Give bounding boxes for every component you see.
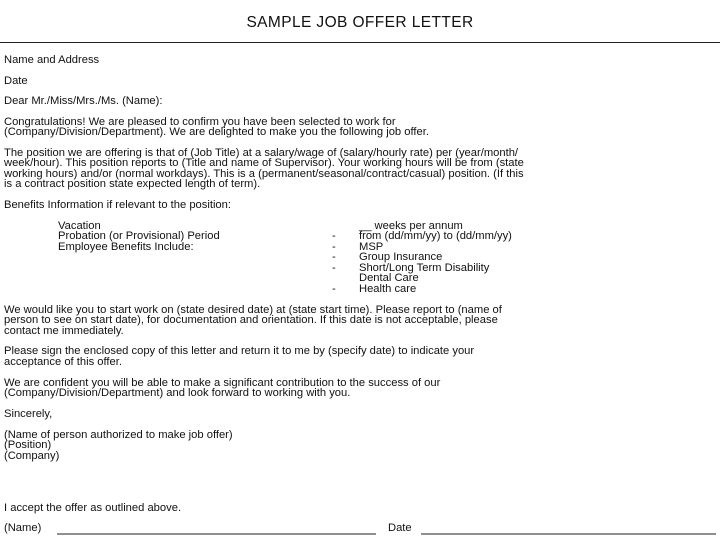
paragraph-start-date-line: We would like you to start work on (state desired date) at (state start time). Please report to (name of xyxy=(4,304,502,316)
benefit-value-vacation: __ weeks per annum xyxy=(359,220,463,232)
acceptance-statement: I accept the offer as outlined above. xyxy=(4,502,182,514)
paragraph-start-date-line: contact me immediately. xyxy=(4,325,124,337)
document-title: SAMPLE JOB OFFER LETTER xyxy=(246,14,474,31)
acceptance-date-label: Date xyxy=(388,522,412,534)
benefit-dash: - xyxy=(332,262,336,274)
benefit-value-health-care: Health care xyxy=(359,283,417,295)
benefit-dash: - xyxy=(332,283,336,295)
paragraph-congratulations-line: (Company/Division/Department). We are delighted to make you the following job offer. xyxy=(4,126,429,138)
paragraph-position-line: The position we are offering is that of (Job Title) at a salary/wage of (salary/hourly rate) per (year/month/ xyxy=(4,147,519,159)
benefit-label-employee-benefits: Employee Benefits Include: xyxy=(58,241,194,253)
signer-position: (Position) xyxy=(4,439,52,451)
name-and-address-line: Name and Address xyxy=(4,54,100,66)
paragraph-position-line: working hours) and/or (normal workdays). This is a (permanent/seasonal/contract/casual) position. (If this xyxy=(4,168,524,180)
signer-company: (Company) xyxy=(4,450,60,462)
paragraph-signature-request-line: Please sign the enclosed copy of this letter and return it to me by (specify date) to indicate your xyxy=(4,345,475,357)
benefit-label-probation: Probation (or Provisional) Period xyxy=(58,230,220,242)
benefit-dash: - xyxy=(332,230,336,242)
benefit-label-vacation: Vacation xyxy=(58,220,101,232)
paragraph-signature-request-line: acceptance of this offer. xyxy=(4,356,122,368)
benefit-value-group-insurance: Group Insurance xyxy=(359,251,443,263)
benefit-value-disability: Short/Long Term Disability xyxy=(359,262,490,274)
signer-name: (Name of person authorized to make job offer) xyxy=(4,429,233,441)
closing-sincerely: Sincerely, xyxy=(4,408,53,420)
benefits-heading: Benefits Information if relevant to the position: xyxy=(4,199,231,211)
benefit-dash: - xyxy=(332,241,336,253)
benefit-value-msp: MSP xyxy=(359,241,384,253)
date-line: Date xyxy=(4,75,28,87)
paragraph-congratulations-line: Congratulations! We are pleased to confirm you have been selected to work for xyxy=(4,116,396,128)
paragraph-start-date-line: person to see on start date), for documentation and orientation. If this date is not acceptable, please xyxy=(4,314,498,326)
acceptance-name-label: (Name) xyxy=(4,522,42,534)
paragraph-confidence-line: (Company/Division/Department) and look forward to working with you. xyxy=(4,387,351,399)
salutation: Dear Mr./Miss/Mrs./Ms. (Name): xyxy=(4,95,163,107)
benefit-value-probation: from (dd/mm/yy) to (dd/mm/yy) xyxy=(359,230,512,242)
benefit-dash: - xyxy=(332,251,336,263)
paragraph-position-line: week/hour). This position reports to (Title and name of Supervisor). Your working hours will be from (state xyxy=(4,157,524,169)
benefit-value-dental-care: Dental Care xyxy=(359,272,419,284)
paragraph-confidence-line: We are confident you will be able to make a significant contribution to the success of our xyxy=(4,377,441,389)
paragraph-position-line: is a contract position state expected length of term). xyxy=(4,178,261,190)
